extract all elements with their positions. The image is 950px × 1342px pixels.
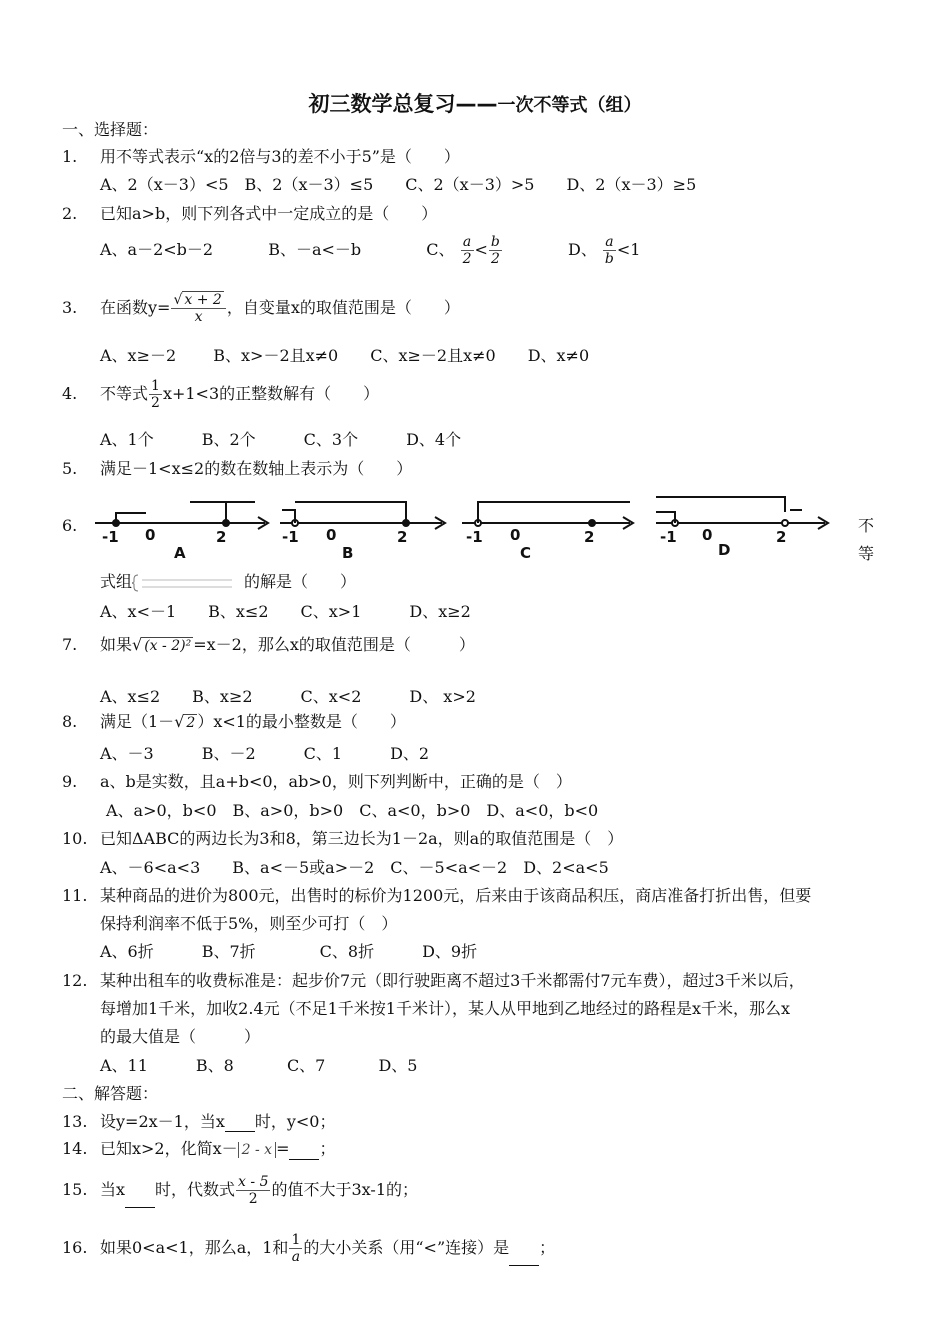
question-4-options: A、1个 B、2个 C、3个 D、4个 <box>100 430 462 449</box>
point-c-right <box>589 520 595 526</box>
range-b-main <box>295 502 406 523</box>
label-b: B <box>342 544 354 562</box>
tick-a-m1: -1 <box>102 528 119 546</box>
question-7: 7. 如果√ (x - 2)² =x－2，那么x的取值范围是（ ） <box>62 635 475 654</box>
label-c: C <box>520 544 532 562</box>
question-7-options: A、x≤2 B、x≥2 C、x<2 D、 x>2 <box>100 687 476 706</box>
question-9: 9. a、b是实数，且a+b<0，ab>0，则下列判断中，正确的是（ ） <box>62 772 572 791</box>
range-a-right <box>226 502 255 523</box>
label-d: D <box>718 541 731 559</box>
question-1-options: A、2（x－3）<5 B、2（x－3）≤5 C、2（x－3）>5 D、2（x－3）≥5 <box>100 175 697 194</box>
tick-c-2: 2 <box>584 528 595 546</box>
tick-c-m1: -1 <box>466 528 483 546</box>
question-6-number: 6. <box>62 516 78 535</box>
tick-d-0: 0 <box>702 526 713 544</box>
tick-d-2: 2 <box>776 528 787 546</box>
question-11-line-2: 保持利润率不低于5%，则至少可打（ ） <box>100 914 398 933</box>
tick-d-m1: -1 <box>660 528 677 546</box>
range-a-left <box>116 513 146 523</box>
question-6-options: A、x<－1 B、x≤2 C、x>1 D、x≥2 <box>100 602 471 621</box>
question-4: 4. 不等式 $\frac{1}{2}$ x+1<3的正整数解有（ ） <box>62 378 380 411</box>
question-11: 11. 某种商品的进价为800元，出售时的标价为1200元，后来由于该商品积压，商店准备打折出售，但要 <box>62 886 812 905</box>
question-9-options: A、a>0，b<0 B、a>0，b>0 C、a<0，b>0 D、a<0，b<0 <box>106 801 599 820</box>
question-10-options: A、－6<a<3 B、a<－5或a>－2 C、－5<a<－2 D、2<a<5 <box>100 858 609 877</box>
question-13: 13. 设y=2x－1，当x 时，y<0； <box>62 1112 336 1131</box>
page-title: 初三数学总复习——一次不等式（组） <box>308 92 642 116</box>
section-choice-heading: 一、选择题： <box>62 120 159 139</box>
question-3-options: A、x≥－2 B、x>－2且x≠0 C、x≥－2且x≠0 D、x≠0 <box>100 346 590 365</box>
question-14: 14. 已知x>2，化简x－ 2 - x = ； <box>62 1139 336 1158</box>
answer-blank-14[interactable] <box>289 1143 319 1160</box>
question-15: 15. 当x 时，代数式 $\frac{x - 5}{2}$ 的值不大于3x-1的； <box>62 1174 418 1207</box>
question-5: 5. 满足－1<x≤2的数在数轴上表示为（ ） <box>62 459 413 478</box>
question-2-options: A、a－2<b－2 B、－a<－b C、 $\frac{a}{2}$ < $\frac{b}{2}$ D、 $\frac{a}{b}$ <1 <box>100 234 641 267</box>
question-6: 式组 的解是（ ） <box>100 572 357 591</box>
question-3: 3. 在函数y= $\frac{√ x + 2}{x}$ ，自变量x的取值范围是（ ） <box>62 292 460 325</box>
question-8-options: A、－3 B、－2 C、1 D、2 <box>100 744 430 763</box>
tick-b-2: 2 <box>397 528 408 546</box>
point-d-right <box>782 520 788 526</box>
section-answer-heading: 二、解答题： <box>62 1084 159 1103</box>
question-12: 12. 某种出租车的收费标准是：起步价7元（即行驶距离不超过3千米都需付7元车费），超过3千米以后， <box>62 971 805 990</box>
answer-blank-15[interactable] <box>125 1191 155 1208</box>
side-text-1: 不 <box>858 516 875 535</box>
question-2: 2. 已知a>b，则下列各式中一定成立的是（ ） <box>62 204 438 223</box>
question-1: 1. 用不等式表示“x的2倍与3的差不小于5”是（ ） <box>62 147 460 166</box>
question-12-line-3: 的最大值是（ ） <box>100 1027 261 1046</box>
question-12-options: A、11 B、8 C、7 D、5 <box>100 1056 418 1075</box>
side-text-2: 等 <box>858 544 875 563</box>
tick-a-2: 2 <box>216 528 227 546</box>
question-16: 16. 如果0<a<1，那么a，1和 $\frac{1}{a}$ 的大小关系（用“<”连接）是 ； <box>62 1232 556 1265</box>
tick-b-m1: -1 <box>282 528 299 546</box>
range-c-main <box>478 502 630 523</box>
tick-a-0: 0 <box>145 526 156 544</box>
question-12-line-2: 每增加1千米，加收2.4元（不足1千米按1千米计），某人从甲地到乙地经过的路程是x千米，那么x <box>100 999 791 1018</box>
question-8: 8. 满足（1－√ 2 ）x<1的最小整数是（ ） <box>62 712 406 731</box>
answer-blank-13[interactable] <box>225 1115 255 1132</box>
tick-c-0: 0 <box>510 526 521 544</box>
range-d-main <box>656 497 785 512</box>
answer-blank-16[interactable] <box>509 1249 539 1266</box>
inequality-system-image <box>132 575 244 591</box>
label-a: A <box>174 544 186 562</box>
number-line-options <box>90 492 840 564</box>
question-10: 10. 已知ΔABC的两边长为3和8，第三边长为1－2a，则a的取值范围是（ ） <box>62 829 624 848</box>
question-11-options: A、6折 B、7折 C、8折 D、9折 <box>100 942 478 961</box>
tick-b-0: 0 <box>326 526 337 544</box>
